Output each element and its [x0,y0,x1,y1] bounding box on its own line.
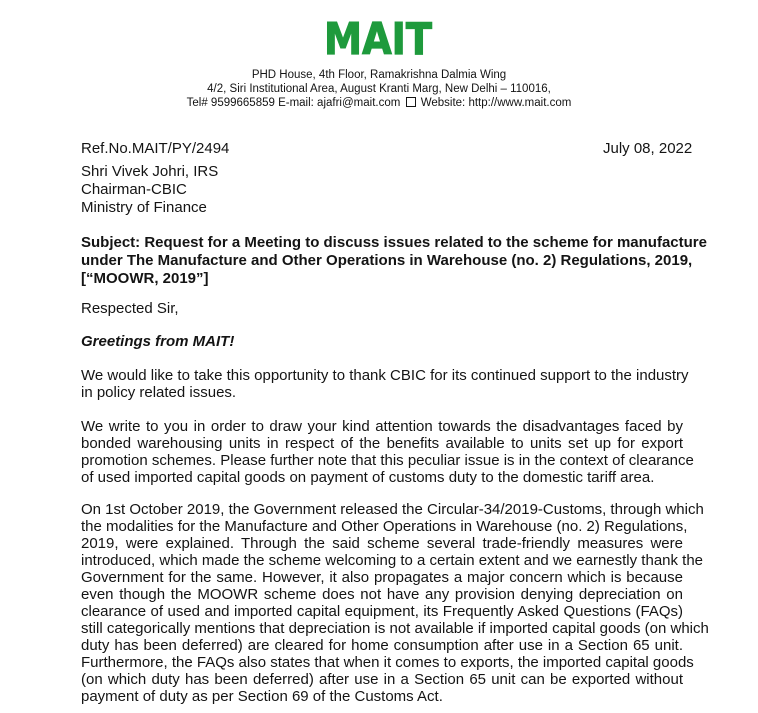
letter-date: July 08, 2022 [603,140,693,157]
address-line-1: PHD House, 4th Floor, Ramakrishna Dalmia Wing [251,69,507,81]
para3-line: (on which duty has been deferred) after use in a Section 65 unit can be exported without [81,671,683,688]
para2-line: We write to you in order to draw your kind attention towards the disadvantages faced by [81,418,683,435]
para3-line: clearance of used and imported capital equipment, its Frequently Asked Questions (FAQs) [81,603,683,620]
para1-line: We would like to take this opportunity to thank CBIC for its continued support to the industry [81,367,689,384]
para2-line: promotion schemes. Please further note that this peculiar issue is in the context of clearance [81,452,694,469]
para1-line: in policy related issues. [81,384,237,401]
para3-line: On 1st October 2019, the Government released the Circular-34/2019-Customs, through which [81,501,704,518]
bullet-box-icon [406,97,416,107]
para3-line: payment of duty as per Section 69 of the Customs Act. [81,688,443,705]
reference-number: Ref.No.MAIT/PY/2494 [81,140,230,157]
subject-line-2: under The Manufacture and Other Operations in Warehouse (no. 2) Regulations, 2019, [81,252,693,269]
subject-line-1: Subject: Request for a Meeting to discuss issues related to the scheme for manufacture [81,234,707,251]
para3-line: the modalities for the Manufacture and Other Operations in Warehouse (no. 2) Regulations, [81,518,688,535]
mait-logo [322,14,434,65]
para3-line: still categorically mentions that depreciation is not available if imported capital goods (on which [81,620,709,637]
recipient-title: Chairman-CBIC [81,181,187,198]
para3-line: introduced, which made the scheme welcoming to a certain extent and we earnestly thank the [81,552,704,569]
para3-line: even though the MOOWR scheme does not have any provision denying depreciation on [81,586,683,603]
salutation: Respected Sir, [81,300,179,317]
greeting: Greetings from MAIT! [81,333,235,350]
logo-text: MAIT [324,14,432,65]
contact-website: Website: http://www.mait.com [420,97,572,109]
address-line-2: 4/2, Siri Institutional Area, August Kranti Marg, New Delhi – 110016, [207,83,551,95]
recipient-org: Ministry of Finance [81,199,207,216]
para2-line: bonded warehousing units in respect of the benefits available to units set up for export [81,435,683,452]
para3-line: duty has been deferred) are cleared for home consumption after use in a Section 65 unit. [81,637,683,654]
para3-line: 2019, were explained. Through the said scheme several trade-friendly measures were [81,535,683,552]
para3-line: Government for the same. However, it also propagates a major concern which is because [81,569,683,586]
recipient-name: Shri Vivek Johri, IRS [81,163,219,180]
subject-line-3: [“MOOWR, 2019”] [81,270,209,287]
contact-tel-email: Tel# 9599665859 E-mail: ajafri@mait.com [186,97,401,109]
para3-line: Furthermore, the FAQs also states that when it comes to exports, the imported capital goods [81,654,694,671]
para2-line: of used imported capital goods on payment of customs duty to the domestic tariff area. [81,469,655,486]
contact-line [0,96,758,110]
